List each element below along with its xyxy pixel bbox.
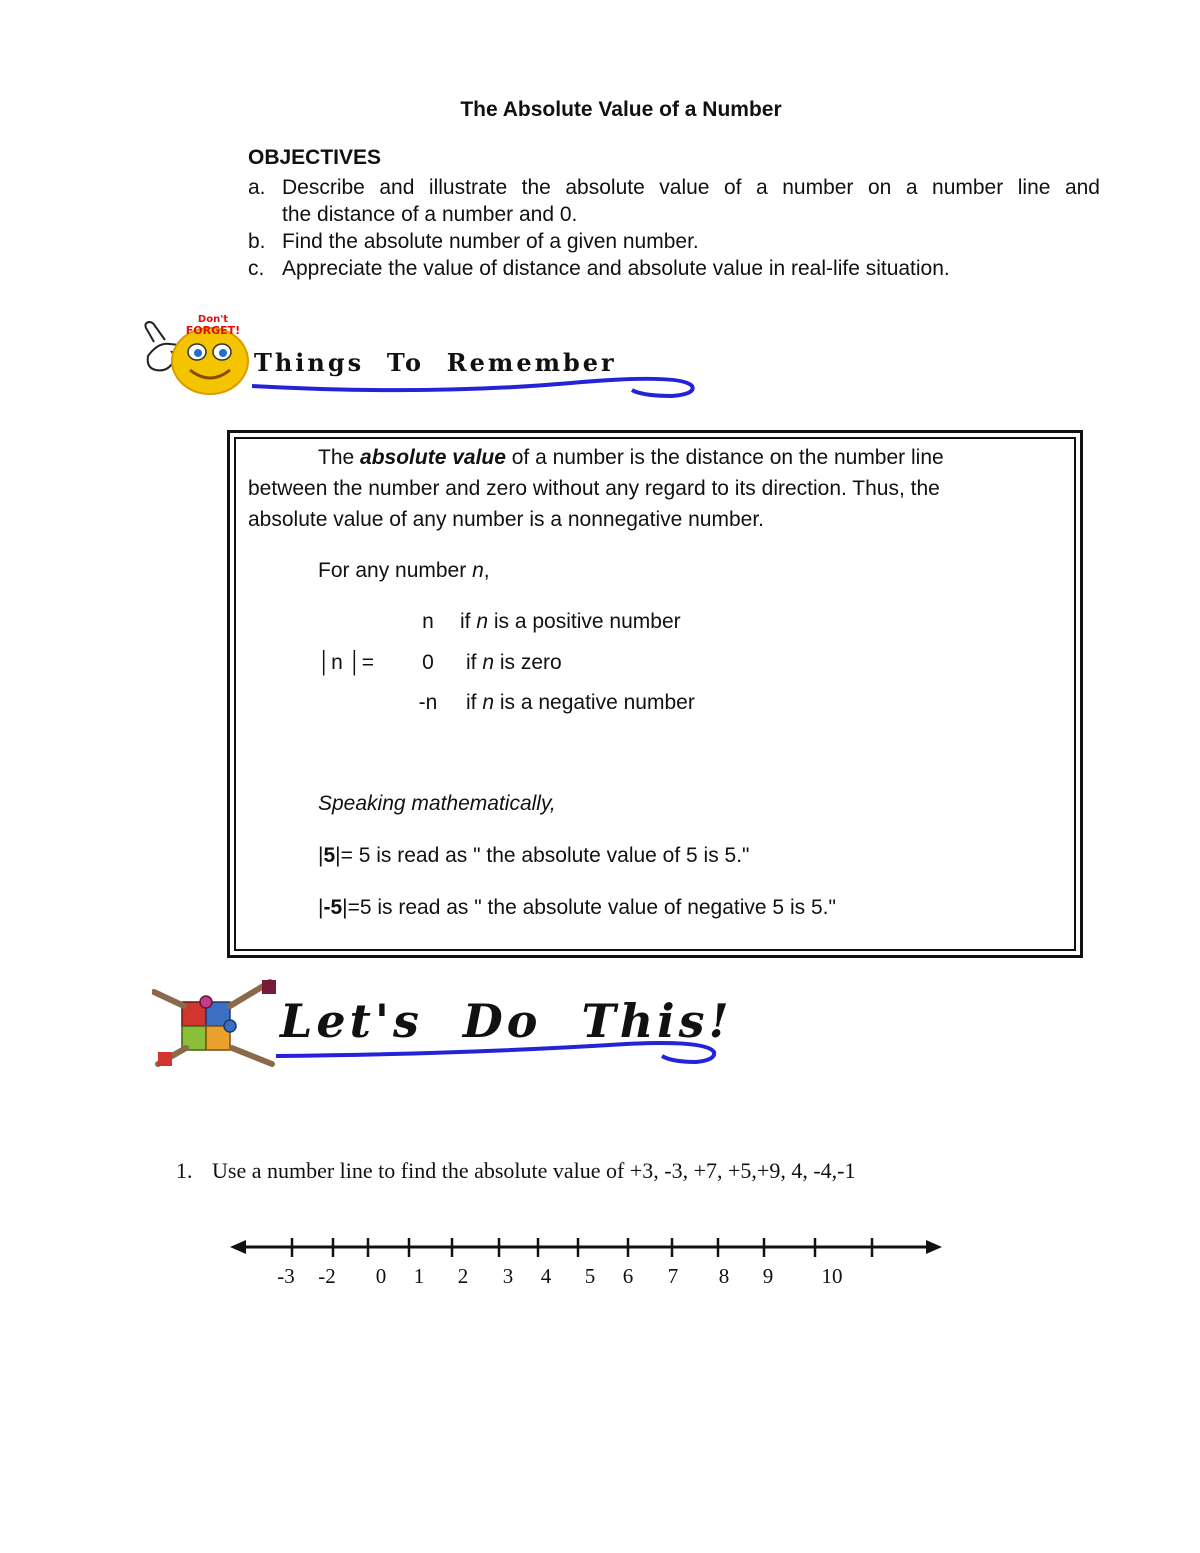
example-negative [318,892,836,923]
objective-text-cont: the distance of a number and 0. [282,203,578,226]
case-value-positive: n [422,610,434,633]
definition-line1 [318,442,944,473]
piecewise-lhs: │n │= [318,651,375,674]
case-condition-zero [466,647,562,678]
number-line-label: 8 [718,1264,730,1288]
objective-item-b [248,228,1100,255]
absolute-value-term: absolute value [360,446,506,469]
case-value-negative: -n [418,691,438,714]
definition-intro-post: of a number is the distance on the number line [505,446,944,469]
objective-mark: b. [248,230,266,253]
definition-line2: between the number and zero without any regard to its direction. Thus, the [248,477,940,500]
case-condition-positive [460,606,681,637]
cond-post: is a negative number [494,691,695,714]
example-positive [318,840,750,871]
objective-text: Appreciate the value of distance and absolute value in real-life situation. [282,257,950,280]
cond-pre: if [466,651,483,674]
number-line-label: 6 [622,1264,634,1288]
objective-mark: c. [248,257,265,280]
lets-do-banner [152,978,732,1074]
remember-banner [140,312,710,408]
cond-var: n [476,610,489,633]
number-line-label: -2 [318,1264,336,1288]
for-any-var: n [472,559,484,582]
cond-post: is zero [494,651,562,674]
case-value-zero: 0 [422,651,434,674]
exercise-text: Use a number line to find the absolute value of +3, -3, +7, +5,+9, 4, -4,-1 [212,1158,856,1183]
dont-forget-badge [182,314,244,336]
page-title: The Absolute Value of a Number [460,98,782,121]
number-line-label: -3 [277,1264,295,1288]
cond-pre: if [466,691,483,714]
number-line-label: 4 [540,1264,552,1288]
example-text: |= 5 is read as " the absolute value of 5 is 5." [335,844,750,867]
definition-line3: absolute value of any number is a nonnegative number. [248,508,765,531]
objective-text: Find the absolute number of a given number. [282,230,699,253]
remember-heading: Things To Remember [254,348,617,377]
number-line-label: 9 [762,1264,774,1288]
objective-item-c [248,255,1100,282]
number-line-label: 3 [502,1264,514,1288]
objective-mark: a. [248,176,266,199]
cond-pre: if [460,610,477,633]
exercise-number: 1. [176,1158,193,1183]
number-line-label: 10 [821,1264,843,1288]
puzzle-hands-icon [154,980,276,1066]
number-line-label: 7 [667,1264,679,1288]
objectives-heading: OBJECTIVES [248,146,382,169]
number-line-label: 1 [413,1264,425,1288]
number-line-label: 0 [375,1264,387,1288]
cond-var: n [482,651,495,674]
smiley-face-icon [172,328,248,394]
swoosh-underline [252,379,693,396]
left-arrow-icon [230,1240,246,1254]
number-line-label: 5 [584,1264,596,1288]
badge-top: Don't [197,314,229,325]
lets-do-heading: Let's Do This! [280,994,733,1048]
objective-item-a [248,174,1100,228]
example-text: |=5 is read as " the absolute value of negative 5 is 5." [342,896,836,919]
for-any-pre: For any number [318,559,473,582]
example-bar: | [318,844,324,867]
example-number: 5 [323,844,336,867]
case-condition-negative [466,687,695,718]
right-arrow-icon [926,1240,942,1254]
speaking-mathematically: Speaking mathematically, [318,792,556,815]
badge-bottom: FORGET! [185,324,241,337]
example-bar: | [318,896,324,919]
objective-text: Describe and illustrate the absolute value of a number on a number line and [282,176,1100,199]
for-any-post: , [483,559,490,582]
definition-intro-pre: The [318,446,361,469]
cond-var: n [482,691,495,714]
for-any-number [318,555,490,586]
number-line-label: 2 [457,1264,469,1288]
cond-post: is a positive number [488,610,681,633]
example-number: -5 [323,896,343,919]
